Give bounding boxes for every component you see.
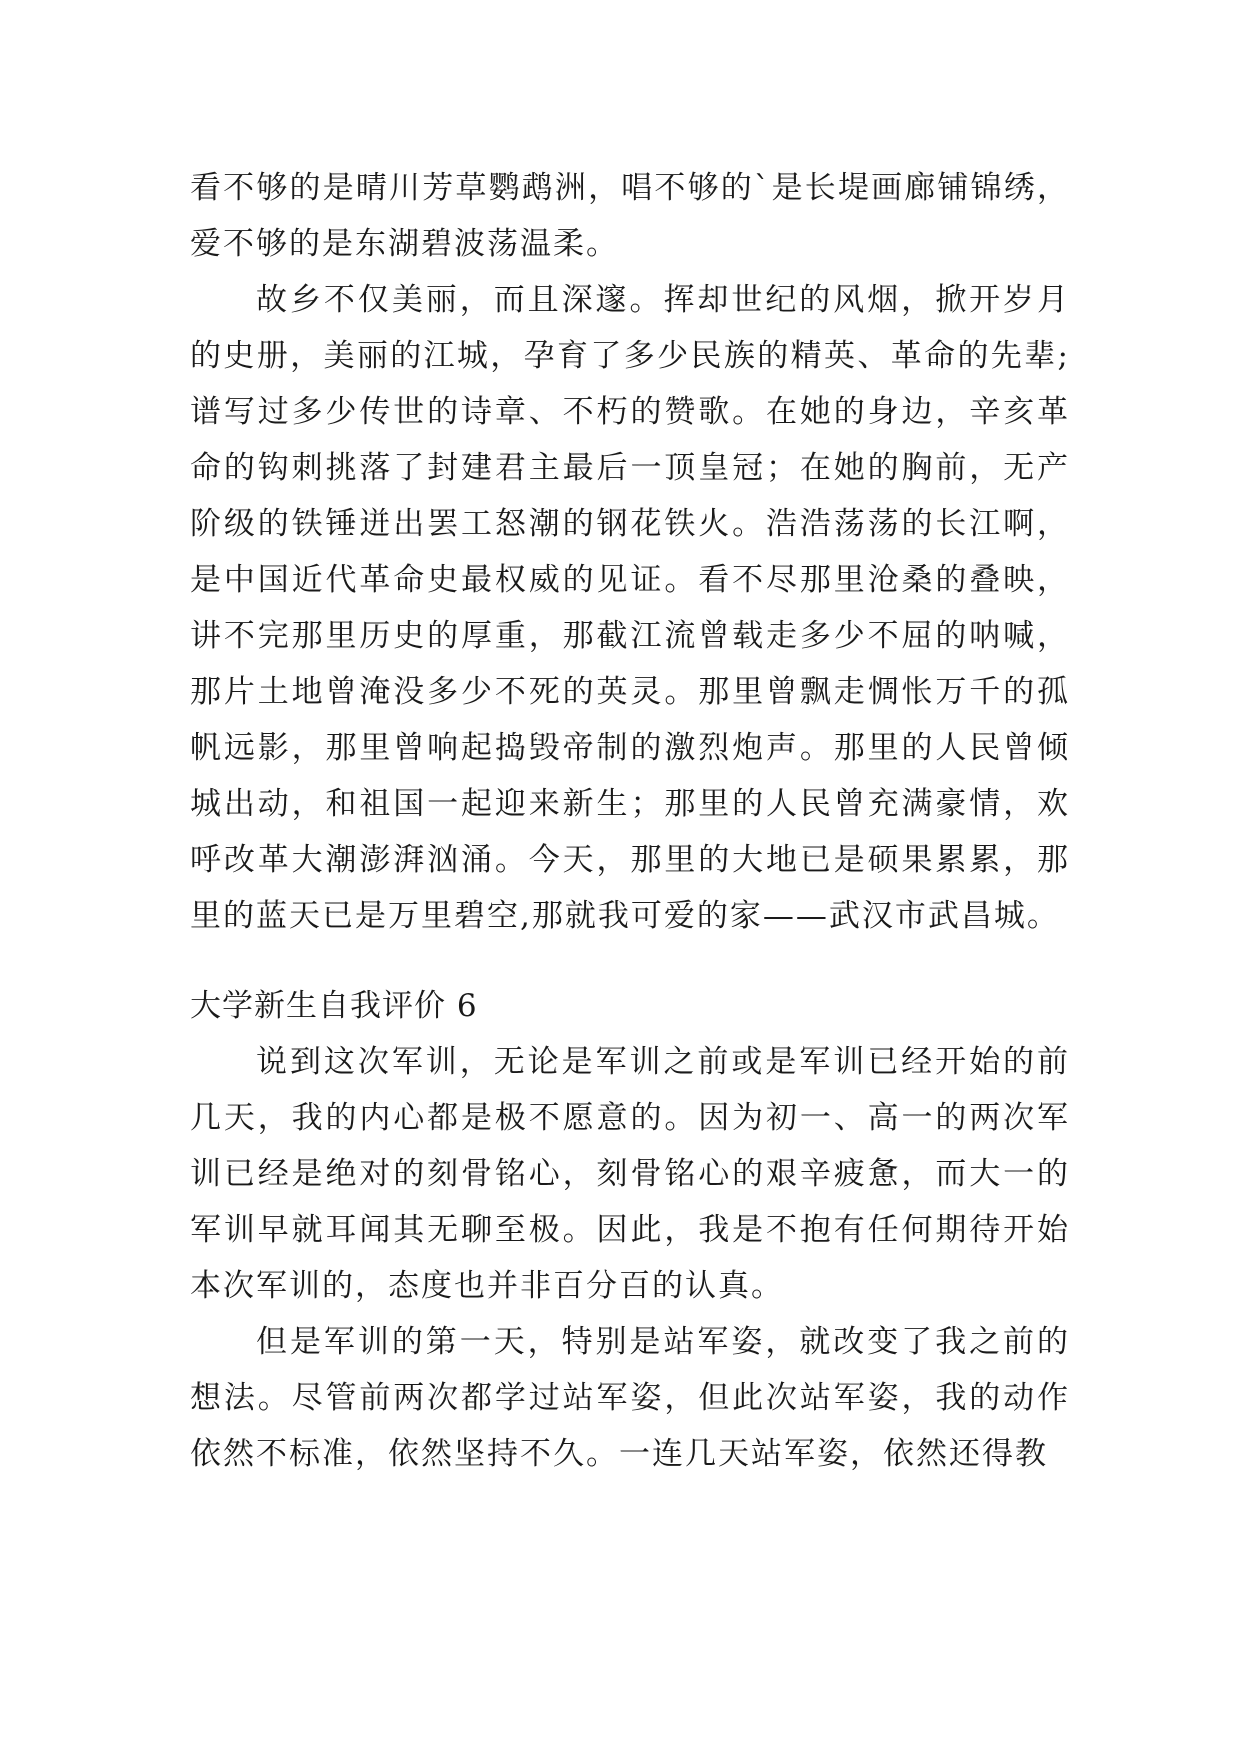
document-body (190, 160, 1070, 1482)
paragraph-continued: 看不够的是晴川芳草鹦鹉洲，唱不够的`是长堤画廊铺锦绣，爱不够的是东湖碧波荡温柔。 (190, 170, 1070, 262)
paragraph-military-training-day-one: 但是军训的第一天，特别是站军姿，就改变了我之前的想法。尽管前两次都学过站军姿，但此次站军姿，我的动作依然不标准，依然坚持不久。一连几天站军姿，依然还得教 (190, 1324, 1070, 1472)
paragraph-military-training-intro: 说到这次军训，无论是军训之前或是军训已经开始的前几天，我的内心都是极不愿意的。因为初一、高一的两次军训已经是绝对的刻骨铭心，刻骨铭心的艰辛疲惫，而大一的军训早就耳闻其无聊至极。因此，我是不抱有任何期待开始本次军训的，态度也并非百分百的认真。 (190, 1044, 1070, 1304)
paragraph-hometown: 故乡不仅美丽，而且深邃。挥却世纪的风烟，掀开岁月的史册，美丽的江城，孕育了多少民族的精英、革命的先辈;谱写过多少传世的诗章、不朽的赞歌。在她的身边，辛亥革命的钩刺挑落了封建君主最后一顶皇冠；在她的胸前，无产阶级的铁锤迸出罢工怒潮的钢花铁火。浩浩荡荡的长江啊，是中国近代革命史最权威的见证。看不尽那里沧桑的叠映，讲不完那里历史的厚重，那截江流曾载走多少不屈的呐喊，那片土地曾淹没多少不死的英灵。那里曾飘走惆怅万千的孤帆远影，那里曾响起捣毁帝制的激烈炮声。那里的人民曾倾城出动，和祖国一起迎来新生；那里的人民曾充满豪情，欢呼改革大潮澎湃汹涌。今天，那里的大地已是硕果累累，那里的蓝天已是万里碧空,那就我可爱的家——武汉市武昌城。 (190, 282, 1070, 934)
section-heading: 大学新生自我评价 6 (190, 988, 478, 1024)
